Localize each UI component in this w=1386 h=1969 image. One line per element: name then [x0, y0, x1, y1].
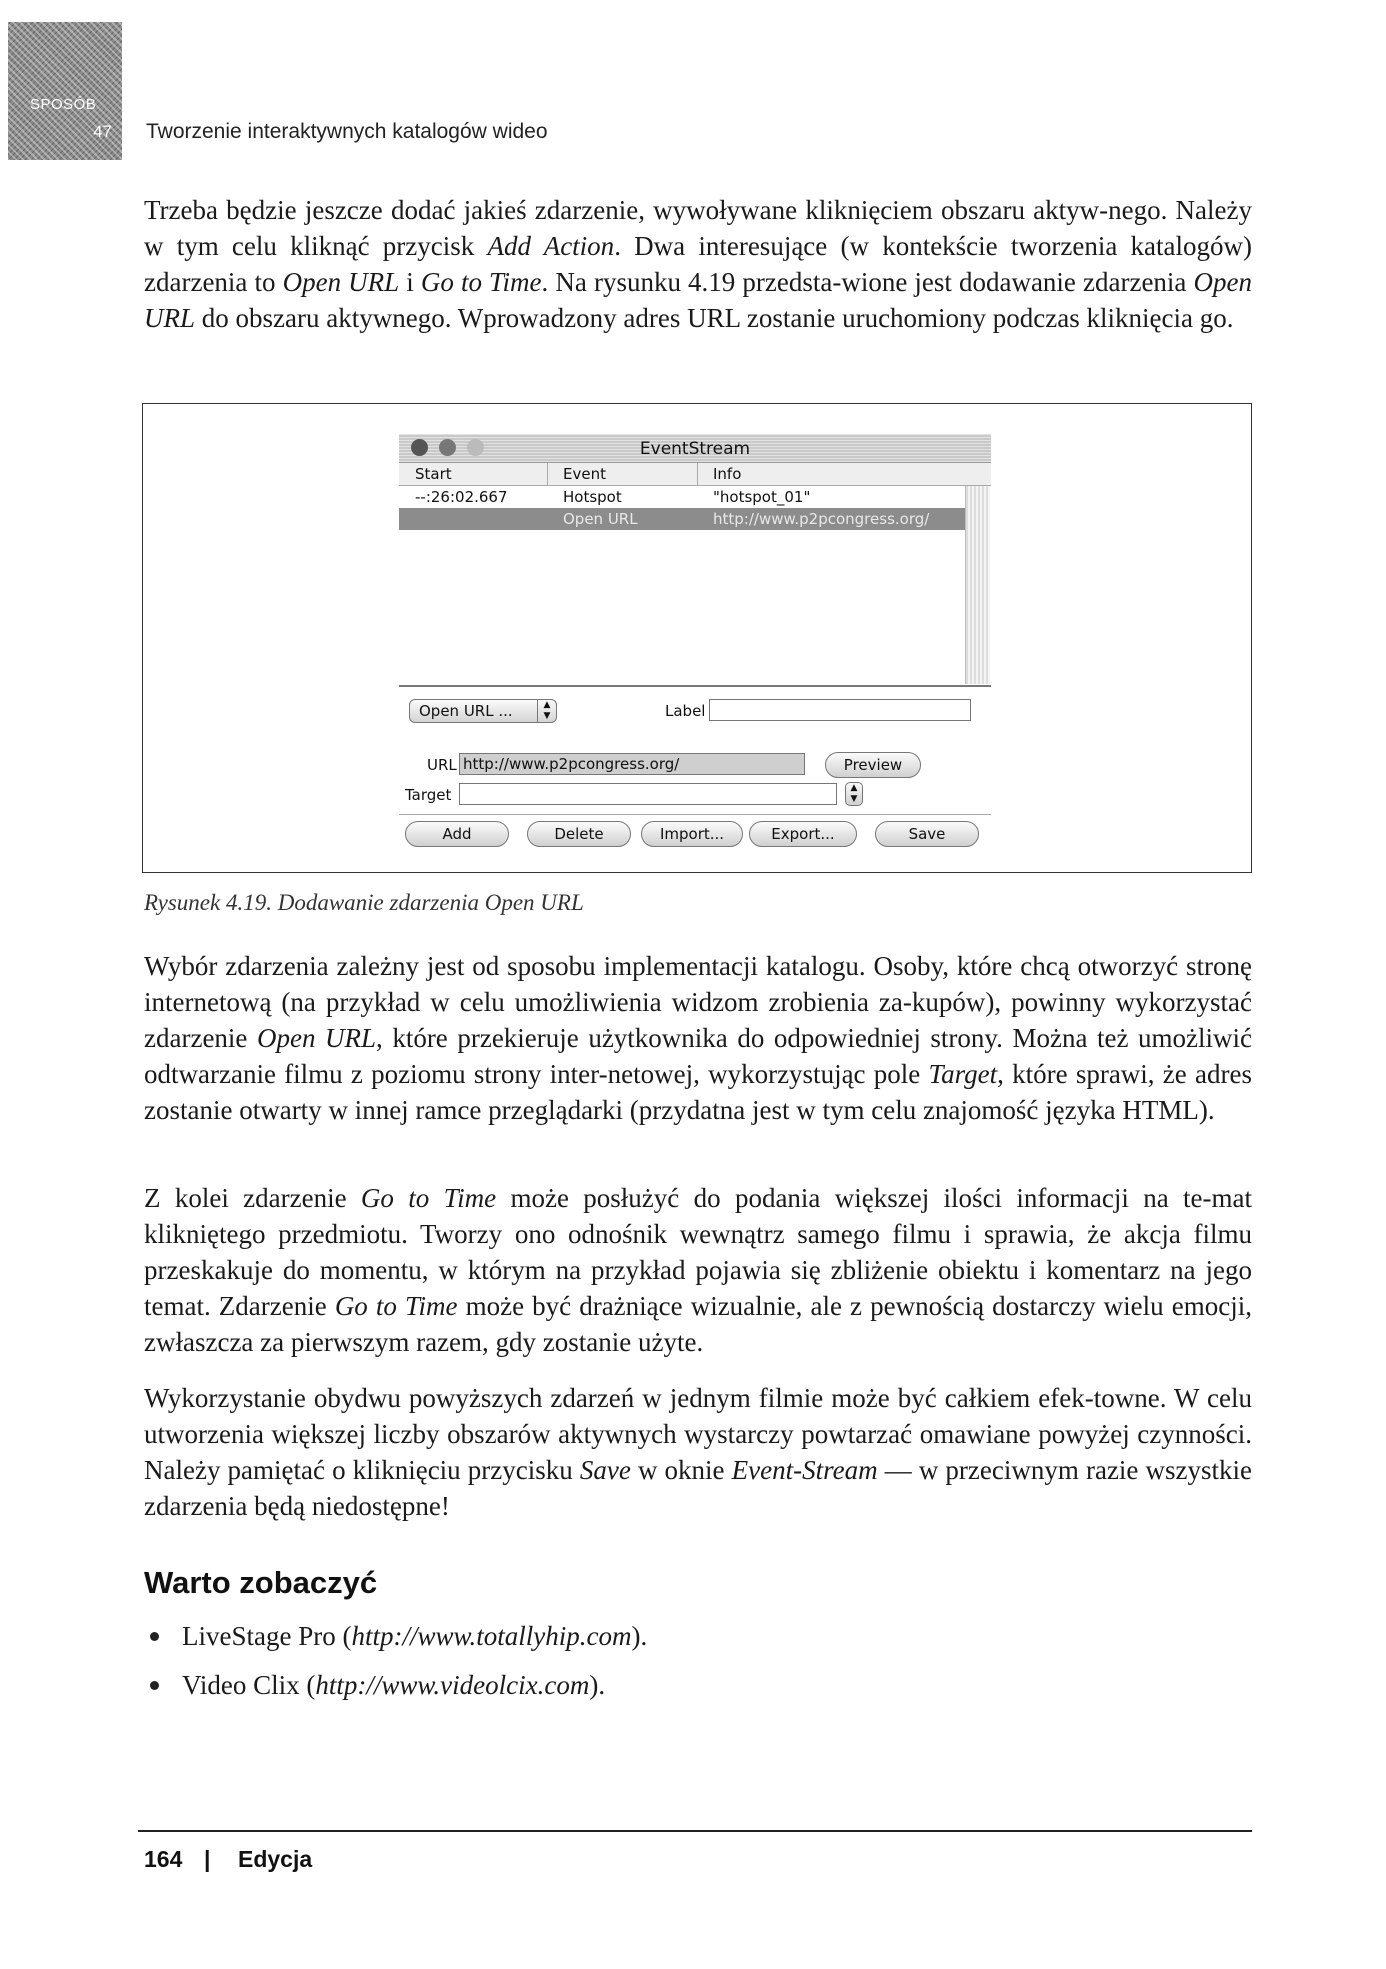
window-title: EventStream	[639, 439, 751, 459]
running-head: Tworzenie interaktywnych katalogów wideo	[146, 120, 548, 143]
eventstream-window	[399, 434, 991, 854]
page-footer	[144, 1846, 313, 1873]
paragraph-1: Trzeba będzie jeszcze dodać jakieś zdarzenie, wywoływane kliknięciem obszaru aktyw-nego. Należy w tym celu kliknąć przycisk Add Action. Dwa interesujące (w kontekście tworzenia katalogów) zdarzenia to Open URL i Go to Time. Na rysunku 4.19 przedsta-wione jest dodawanie zdarzenia Open URL do obszaru aktywnego. Wprowadzony adres URL zostanie uruchomiony podczas kliknięcia go.	[144, 195, 1252, 333]
figure-4-19	[142, 403, 1252, 873]
bullet-icon	[150, 1632, 159, 1641]
list-header	[399, 463, 991, 486]
label-label: Label	[665, 702, 706, 720]
italic-term: http://www.totallyhip.com	[351, 1621, 632, 1651]
list-scrollbar[interactable]	[965, 486, 990, 684]
footer-separator: |	[204, 1846, 211, 1872]
divider	[399, 685, 991, 687]
italic-term: Save	[579, 1455, 631, 1485]
export-button[interactable]: Export...	[749, 821, 857, 847]
save-button[interactable]: Save	[875, 821, 979, 847]
paragraph-3: Z kolei zdarzenie Go to Time może posłużyć do podania większej ilości informacji na te-mat klikniętego przedmiotu. Tworzy ono odnośnik wewnątrz samego filmu i sprawia, że akcja filmu przeskakuje do momentu, w którym na przykład pojawia się zbliżenie obiektu i komentarz na jego temat. Zdarzenie Go to Time może być drażniące wizualnie, ale z pewnością dostarczy wielu emocji, zwłaszcza za pierwszym razem, gdy zostanie użyte.	[144, 1183, 1252, 1357]
italic-term: Open URL	[144, 267, 1252, 333]
list-item	[146, 1618, 647, 1654]
column-header-info[interactable]: Info	[713, 465, 742, 483]
italic-term: Event-Stream	[731, 1455, 878, 1485]
italic-term: Open URL	[282, 267, 400, 297]
label-input[interactable]	[709, 699, 971, 721]
delete-button[interactable]: Delete	[527, 821, 631, 847]
italic-term: Target	[928, 1059, 998, 1089]
italic-term: Add Action	[487, 231, 615, 261]
italic-term: Go to Time	[360, 1183, 497, 1213]
event-type-popup[interactable]	[409, 699, 557, 723]
page-number: 164	[144, 1846, 183, 1872]
event-row-selected[interactable]	[399, 508, 965, 530]
italic-term: Open URL	[256, 1023, 377, 1053]
footer-section: Edycja	[238, 1846, 313, 1872]
footer-rule	[138, 1830, 1252, 1832]
badge-label: SPOSÓB	[30, 96, 97, 113]
list-item	[146, 1667, 647, 1703]
target-stepper-icon[interactable]: ▲ ▼	[845, 782, 863, 806]
event-type: Open URL	[563, 510, 638, 528]
url-input[interactable]: http://www.p2pcongress.org/	[459, 753, 805, 775]
column-header-start[interactable]: Start	[415, 465, 452, 483]
event-type: Hotspot	[563, 488, 622, 506]
event-start: --:26:02.667	[415, 488, 508, 506]
italic-term: Go to Time	[334, 1291, 458, 1321]
target-input[interactable]	[459, 783, 837, 805]
paragraph-2: Wybór zdarzenia zależny jest od sposobu implementacji katalogu. Osoby, które chcą otworzyć stronę internetową (na przykład w celu umożliwienia widzom zrobienia za-kupów), powinny wykorzystać zdarzenie Open URL, które przekieruje użytkownika do odpowiedniej strony. Można też umożliwić odtwarzanie filmu z poziomu strony inter-netowej, wykorzystując pole Target, które sprawi, że adres zostanie otwarty w innej ramce przeglądarki (przydatna jest w tym celu znajomość języka HTML).	[144, 951, 1252, 1125]
window-titlebar	[399, 434, 991, 463]
links-list	[146, 1618, 647, 1716]
badge-number: 47	[93, 122, 112, 141]
figure-caption: Rysunek 4.19. Dodawanie zdarzenia Open URL	[144, 890, 584, 915]
italic-term: http://www.videolcix.com	[315, 1670, 590, 1700]
list-item-text: LiveStage Pro (http://www.totallyhip.com).	[182, 1621, 648, 1651]
list-item-text: Video Clix (http://www.videolcix.com).	[182, 1670, 606, 1700]
target-label: Target	[405, 786, 452, 804]
bullet-icon	[150, 1681, 159, 1690]
import-button[interactable]: Import...	[641, 821, 743, 847]
paragraph-4: Wykorzystanie obydwu powyższych zdarzeń w jednym filmie może być całkiem efek-towne. W celu utworzenia większej liczby obszarów aktywnych wystarczy powtarzać omawiane powyżej czynności. Należy pamiętać o kliknięciu przycisku Save w oknie Event-Stream — w przeciwnym razie wszystkie zdarzenia będą niedostępne!	[144, 1383, 1253, 1521]
add-button[interactable]: Add	[405, 821, 509, 847]
event-info: http://www.p2pcongress.org/	[713, 510, 930, 528]
event-type-popup-value: Open URL ...	[419, 702, 513, 720]
divider	[399, 814, 991, 815]
event-row[interactable]	[399, 486, 965, 508]
italic-term: Go to Time	[420, 267, 542, 297]
section-title: Warto zobaczyć	[144, 1565, 378, 1600]
updown-arrows-icon: ▲ ▼	[537, 700, 556, 722]
column-header-event[interactable]: Event	[563, 465, 606, 483]
chapter-badge	[8, 22, 122, 160]
event-info: "hotspot_01"	[713, 488, 811, 506]
preview-button[interactable]: Preview	[825, 752, 921, 778]
event-list[interactable]	[399, 486, 965, 684]
url-label: URL	[427, 756, 457, 774]
